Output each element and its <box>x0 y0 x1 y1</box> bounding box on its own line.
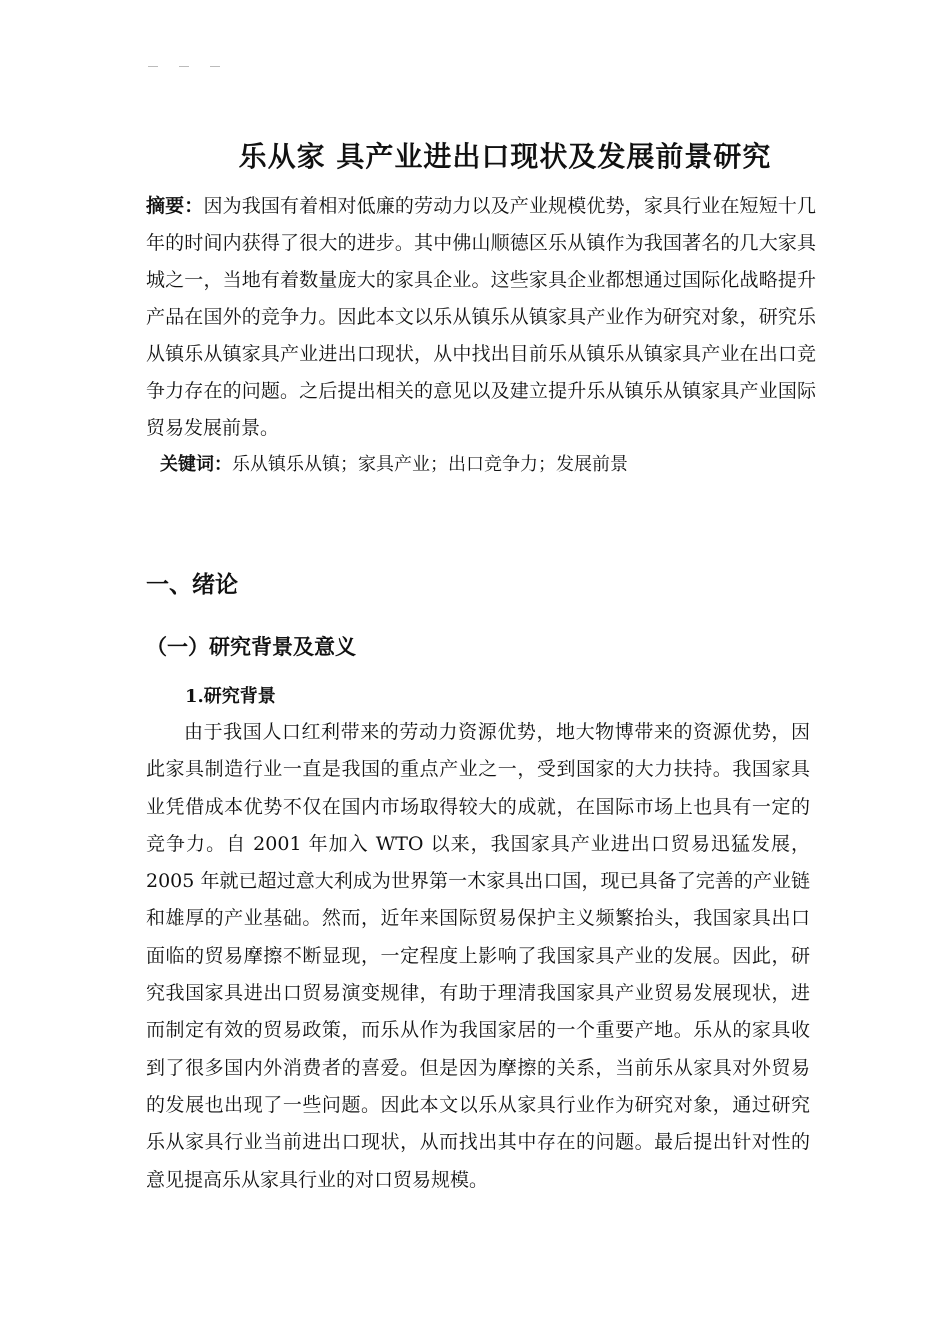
header-mark <box>210 66 220 67</box>
header-marks <box>148 66 228 69</box>
header-mark <box>148 66 158 67</box>
keywords <box>160 446 820 483</box>
header-mark <box>179 66 189 67</box>
keywords-label: 关键词： <box>160 454 232 475</box>
subsection-heading: （一）研究背景及意义 <box>146 634 356 659</box>
subsubsection-heading: 1.研究背景 <box>185 686 276 707</box>
abstract-text: 因为我国有着相对低廉的劳动力以及产业规模优势，家具行业在短短十几年的时间内获得了很大的进步。其中佛山顺德区乐从镇作为我国著名的几大家具城之一，当地有着数量庞大的家具企业。这些家具企业都想通过国际化战略提升产品在国外的竞争力。因此本文以乐从镇乐从镇家具产业作为研究对象，研究乐从镇乐从镇家具产业进出口现状，从中找出目前乐从镇乐从镇家具产业在出口竞争力存在的问题。之后提出相关的意见以及建立提升乐从镇乐从镇家具产业国际贸易发展前景。 <box>146 195 816 439</box>
document-title: 乐从家 具产业进出口现状及发展前景研究 <box>238 140 772 173</box>
abstract-label: 摘要： <box>146 195 204 217</box>
keywords-text: 乐从镇乐从镇；家具产业；出口竞争力；发展前景 <box>232 454 628 475</box>
section-heading: 一、绪论 <box>146 571 238 598</box>
body-paragraph: 由于我国人口红利带来的劳动力资源优势，地大物博带来的资源优势，因此家具制造行业一直是我国的重点产业之一，受到国家的大力扶持。我国家具业凭借成本优势不仅在国内市场取得较大的成就，在国际市场上也具有一定的竞争力。自 2001 年加入 WTO 以来，我国家具产业进出口贸易迅猛发展，2005 年就已超过意大利成为世界第一木家具出口国，现已具备了完善的产业链和雄厚的产业基础。然而，近年来国际贸易保护主义频繁抬头，我国家具出口面临的贸易摩擦不断显现，一定程度上影响了我国家具产业的发展。因此，研究我国家具进出口贸易演变规律，有助于理清我国家具产业贸易发展现状，进而制定有效的贸易政策，而乐从作为我国家居的一个重要产地。乐从的家具收到了很多国内外消费者的喜爱。但是因为摩擦的关系，当前乐从家具对外贸易的发展也出现了一些问题。因此本文以乐从家具行业作为研究对象，通过研究乐从家具行业当前进出口现状，从而找出其中存在的问题。最后提出针对性的意见提高乐从家具行业的对口贸易规模。 <box>146 721 810 1191</box>
abstract <box>146 188 816 447</box>
